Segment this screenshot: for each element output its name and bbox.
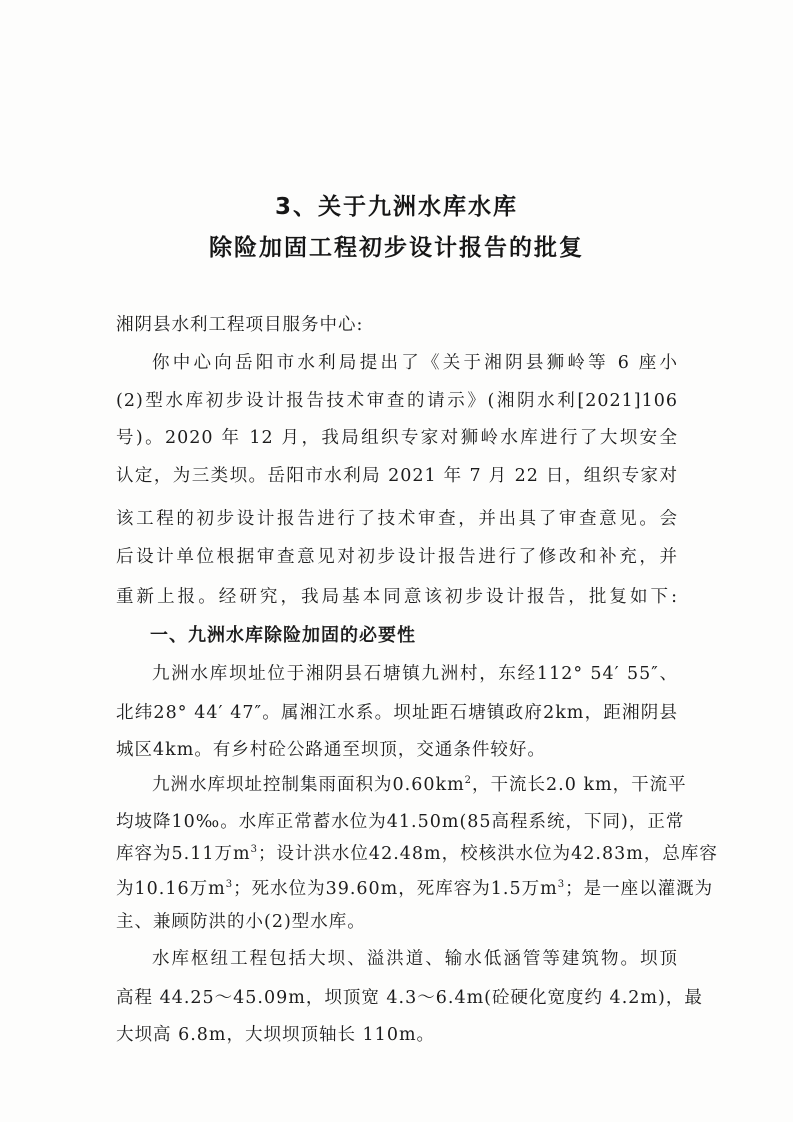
- intro-line: 重新上报。经研究，我局基本同意该初步设计报告，批复如下:: [116, 587, 678, 607]
- superscript-3: 3: [557, 879, 566, 890]
- intro-line: 该工程的初步设计报告进行了技术审查，并出具了审查意见。会: [116, 509, 678, 529]
- location-line: 城区4km。有乡村砼公路通至坝顶，交通条件较好。: [116, 740, 546, 760]
- hydrology-text: 九洲水库坝址控制集雨面积为0.60km: [152, 775, 465, 795]
- structures-line: 大坝高 6.8m，大坝坝顶轴长 110m。: [116, 1025, 436, 1045]
- hydrology-line: [152, 771, 687, 796]
- hydrology-line: 均坡降10‰。水库正常蓄水位为41.50m(85高程系统，下同)，正常: [116, 812, 685, 832]
- location-line: 北纬28° 44′ 47″。属湘江水系。坝址距石塘镇政府2km，距湘阴县: [116, 703, 678, 723]
- hydrology-text: ；死水位为39.60m，死库容为1.5万m: [233, 879, 558, 899]
- hydrology-line: [116, 840, 718, 865]
- structures-line: 高程 44.25～45.09m，坝顶宽 4.3～6.4m(砼硬化宽度约 4.2m)，最: [116, 988, 703, 1008]
- section-1-heading: 一、九洲水库除险加固的必要性: [150, 625, 416, 646]
- structures-line: 水库枢纽工程包括大坝、溢洪道、输水低涵管等建筑物。坝顶: [152, 949, 678, 969]
- hydrology-text: ；设计洪水位42.48m，校核洪水位为42.83m，总库容: [257, 844, 718, 864]
- document-title-line-2: 除险加固工程初步设计报告的批复: [209, 235, 584, 261]
- intro-line: 后设计单位根据审查意见对初步设计报告进行了修改和补充，并: [116, 547, 678, 567]
- hydrology-text: ；是一座以灌溉为: [565, 879, 714, 899]
- intro-line: (2)型水库初步设计报告技术审查的请示》(湘阴水利[2021]106: [116, 391, 678, 411]
- hydrology-text: ，干流长2.0 km，干流平: [472, 775, 687, 795]
- intro-line: 号)。2020 年 12 月，我局组织专家对狮岭水库进行了大坝安全: [116, 428, 678, 448]
- intro-line: 你中心向岳阳市水利局提出了《关于湘阴县狮岭等 6 座小: [152, 353, 678, 373]
- superscript-2: 2: [464, 775, 473, 786]
- intro-line: 认定，为三类坝。岳阳市水利局 2021 年 7 月 22 日，组织专家对: [116, 466, 678, 486]
- hydrology-text: 库容为5.11万m: [116, 844, 251, 864]
- document-title-line-1: 3、关于九洲水库水库: [274, 194, 518, 220]
- hydrology-text: 为10.16万m: [116, 879, 226, 899]
- superscript-3: 3: [250, 844, 258, 855]
- hydrology-line: 主、兼顾防洪的小(2)型水库。: [116, 912, 366, 932]
- location-line: 九洲水库坝址位于湘阴县石塘镇九洲村，东经112° 54′ 55″、: [152, 664, 678, 684]
- hydrology-line: [116, 875, 714, 900]
- superscript-3: 3: [225, 879, 234, 890]
- addressee: 湘阴县水利工程项目服务中心:: [116, 315, 364, 335]
